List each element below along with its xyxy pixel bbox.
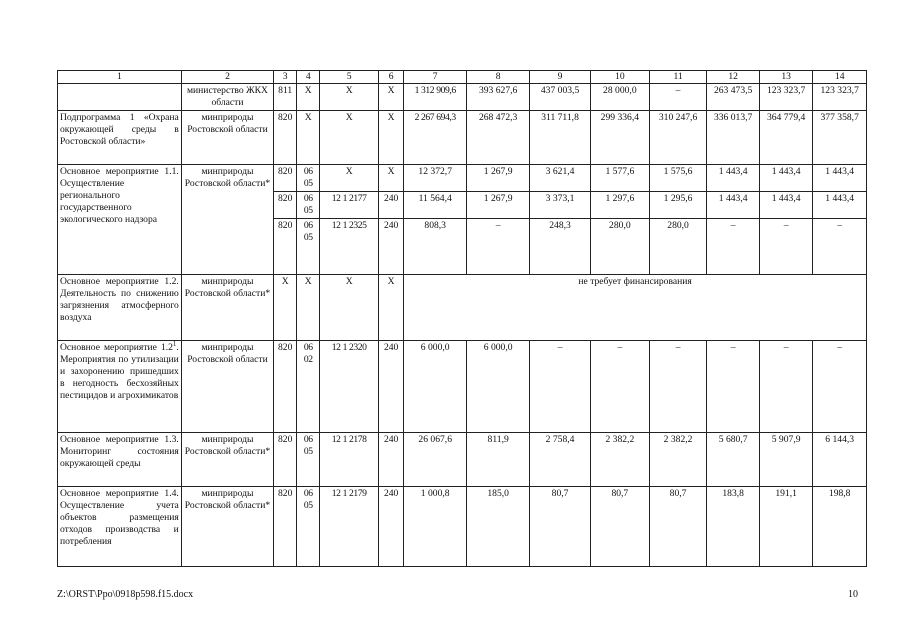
amount-cell: – <box>759 341 813 433</box>
type-cell: Х <box>379 275 404 341</box>
amount-cell: 1 577,6 <box>590 165 649 192</box>
amount-cell: – <box>467 219 530 275</box>
amount-cell: 6 144,3 <box>813 433 867 487</box>
amount-cell: 299 336,4 <box>590 111 649 165</box>
amount-cell: – <box>813 219 867 275</box>
table-row <box>58 275 867 341</box>
amount-cell: 11 564,4 <box>404 192 467 219</box>
amount-cell: 1 443,4 <box>759 192 813 219</box>
code-cell: 820 <box>274 487 297 567</box>
amount-cell: 185,0 <box>467 487 530 567</box>
executor-cell: минприроды Ростовской области* <box>181 165 273 275</box>
amount-cell: 6 000,0 <box>467 341 530 433</box>
amount-cell: 2 267 694,3 <box>404 111 467 165</box>
amount-cell: 123 323,7 <box>759 84 813 111</box>
amount-cell: 263 473,5 <box>707 84 759 111</box>
amount-cell: 2 758,4 <box>530 433 591 487</box>
program-cell: Основное мероприятие 1.4. Осуществление учета объектов размещения отходов производства и потребления <box>58 487 182 567</box>
code-cell: Х <box>274 275 297 341</box>
no-funding-note: не требует финансирования <box>404 275 867 341</box>
executor-cell: минприроды Ростовской области <box>181 111 273 165</box>
type-cell: 240 <box>379 219 404 275</box>
table-row <box>58 341 867 433</box>
page-number: 10 <box>848 589 858 600</box>
type-cell: Х <box>379 165 404 192</box>
section-cell: 06 05 <box>297 433 320 487</box>
header-row <box>58 71 867 84</box>
amount-cell: 1 295,6 <box>649 192 707 219</box>
code-cell: 820 <box>274 219 297 275</box>
amount-cell: 1 443,4 <box>813 165 867 192</box>
amount-cell: 5 907,9 <box>759 433 813 487</box>
footnote-mark: 1 <box>172 340 177 348</box>
header-cell: 5 <box>320 71 379 84</box>
target-cell: 12 1 2325 <box>320 219 379 275</box>
amount-cell: 2 382,2 <box>649 433 707 487</box>
amount-cell: – <box>590 341 649 433</box>
amount-cell: 310 247,6 <box>649 111 707 165</box>
amount-cell: – <box>530 341 591 433</box>
section-cell: Х <box>297 111 320 165</box>
type-cell: Х <box>379 84 404 111</box>
amount-cell: 1 443,4 <box>813 192 867 219</box>
type-cell: Х <box>379 111 404 165</box>
code-cell: 820 <box>274 433 297 487</box>
target-cell: Х <box>320 275 379 341</box>
target-cell: Х <box>320 111 379 165</box>
amount-cell: 1 267,9 <box>467 165 530 192</box>
section-cell: 06 05 <box>297 219 320 275</box>
amount-cell: 3 621,4 <box>530 165 591 192</box>
header-cell: 13 <box>759 71 813 84</box>
amount-cell: 393 627,6 <box>467 84 530 111</box>
section-cell: 06 05 <box>297 192 320 219</box>
section-cell: Х <box>297 84 320 111</box>
executor-cell: минприроды Ростовской области* <box>181 275 273 341</box>
header-cell: 6 <box>379 71 404 84</box>
program-cell: Подпрограмма 1 «Охрана окружающей среды в Ростовской области» <box>58 111 182 165</box>
amount-cell: 1 575,6 <box>649 165 707 192</box>
section-cell: 06 05 <box>297 487 320 567</box>
amount-cell: 123 323,7 <box>813 84 867 111</box>
target-cell: 12 1 2178 <box>320 433 379 487</box>
activity-title: Основное мероприятие 1.2 <box>60 342 173 353</box>
amount-cell: 191,1 <box>759 487 813 567</box>
amount-cell: – <box>707 219 759 275</box>
amount-cell: 80,7 <box>530 487 591 567</box>
program-cell <box>58 84 182 111</box>
header-cell: 1 <box>58 71 182 84</box>
amount-cell: 336 013,7 <box>707 111 759 165</box>
amount-cell: 811,9 <box>467 433 530 487</box>
program-cell: Основное мероприятие 1.3. Мониторинг состояния окружающей среды <box>58 433 182 487</box>
activity-title-rest: . Мероприятия по утилизации и захоронению пришедших в негодность бесхозяйных пестицидов и агрохимикатов <box>60 342 179 401</box>
header-cell: 2 <box>181 71 273 84</box>
amount-cell: 364 779,4 <box>759 111 813 165</box>
header-cell: 9 <box>530 71 591 84</box>
section-cell: 06 02 <box>297 341 320 433</box>
target-cell: 12 1 2320 <box>320 341 379 433</box>
amount-cell: 377 358,7 <box>813 111 867 165</box>
amount-cell: 12 372,7 <box>404 165 467 192</box>
amount-cell: 183,8 <box>707 487 759 567</box>
code-cell: 820 <box>274 111 297 165</box>
amount-cell: 1 312 909,6 <box>404 84 467 111</box>
program-cell: Основное мероприятие 1.1. Осуществление регионального государственного экологического надзора <box>58 165 182 275</box>
header-cell: 4 <box>297 71 320 84</box>
table-row <box>58 165 867 192</box>
table-row <box>58 487 867 567</box>
type-cell: 240 <box>379 192 404 219</box>
table-row <box>58 433 867 487</box>
section-cell: Х <box>297 275 320 341</box>
target-cell: 12 1 2179 <box>320 487 379 567</box>
header-cell: 12 <box>707 71 759 84</box>
amount-cell: 248,3 <box>530 219 591 275</box>
code-cell: 820 <box>274 165 297 192</box>
code-cell: 811 <box>274 84 297 111</box>
amount-cell: 80,7 <box>649 487 707 567</box>
program-cell: Основное мероприятие 1.2. Деятельность по снижению загрязнения атмосферного воздуха <box>58 275 182 341</box>
amount-cell: – <box>707 341 759 433</box>
executor-cell: минприроды Ростовской области* <box>181 487 273 567</box>
file-path: Z:\ORST\Ppo\0918p598.f15.docx <box>57 589 194 600</box>
amount-cell: 198,8 <box>813 487 867 567</box>
header-cell: 14 <box>813 71 867 84</box>
amount-cell: – <box>813 341 867 433</box>
target-cell: 12 1 2177 <box>320 192 379 219</box>
amount-cell: – <box>759 219 813 275</box>
amount-cell: 1 267,9 <box>467 192 530 219</box>
amount-cell: 280,0 <box>649 219 707 275</box>
amount-cell: 1 443,4 <box>707 192 759 219</box>
amount-cell: 280,0 <box>590 219 649 275</box>
header-cell: 10 <box>590 71 649 84</box>
type-cell: 240 <box>379 341 404 433</box>
table-row <box>58 111 867 165</box>
budget-table <box>57 70 867 567</box>
amount-cell: – <box>649 341 707 433</box>
amount-cell: 1 000,8 <box>404 487 467 567</box>
executor-cell: министерство ЖКХ области <box>181 84 273 111</box>
amount-cell: 437 003,5 <box>530 84 591 111</box>
header-cell: 3 <box>274 71 297 84</box>
amount-cell: 5 680,7 <box>707 433 759 487</box>
amount-cell: 311 711,8 <box>530 111 591 165</box>
amount-cell: 26 067,6 <box>404 433 467 487</box>
table-row <box>58 84 867 111</box>
amount-cell: 80,7 <box>590 487 649 567</box>
amount-cell: 268 472,3 <box>467 111 530 165</box>
amount-cell: 1 297,6 <box>590 192 649 219</box>
executor-cell: минприроды Ростовской области <box>181 341 273 433</box>
amount-cell: 1 443,4 <box>707 165 759 192</box>
header-cell: 11 <box>649 71 707 84</box>
type-cell: 240 <box>379 487 404 567</box>
amount-cell: – <box>649 84 707 111</box>
amount-cell: 1 443,4 <box>759 165 813 192</box>
amount-cell: 3 373,1 <box>530 192 591 219</box>
amount-cell: 808,3 <box>404 219 467 275</box>
header-cell: 7 <box>404 71 467 84</box>
amount-cell: 28 000,0 <box>590 84 649 111</box>
executor-cell: минприроды Ростовской области* <box>181 433 273 487</box>
code-cell: 820 <box>274 192 297 219</box>
amount-cell: 2 382,2 <box>590 433 649 487</box>
target-cell: Х <box>320 165 379 192</box>
header-cell: 8 <box>467 71 530 84</box>
type-cell: 240 <box>379 433 404 487</box>
program-cell <box>58 341 182 433</box>
target-cell: Х <box>320 84 379 111</box>
section-cell: 06 05 <box>297 165 320 192</box>
code-cell: 820 <box>274 341 297 433</box>
amount-cell: 6 000,0 <box>404 341 467 433</box>
